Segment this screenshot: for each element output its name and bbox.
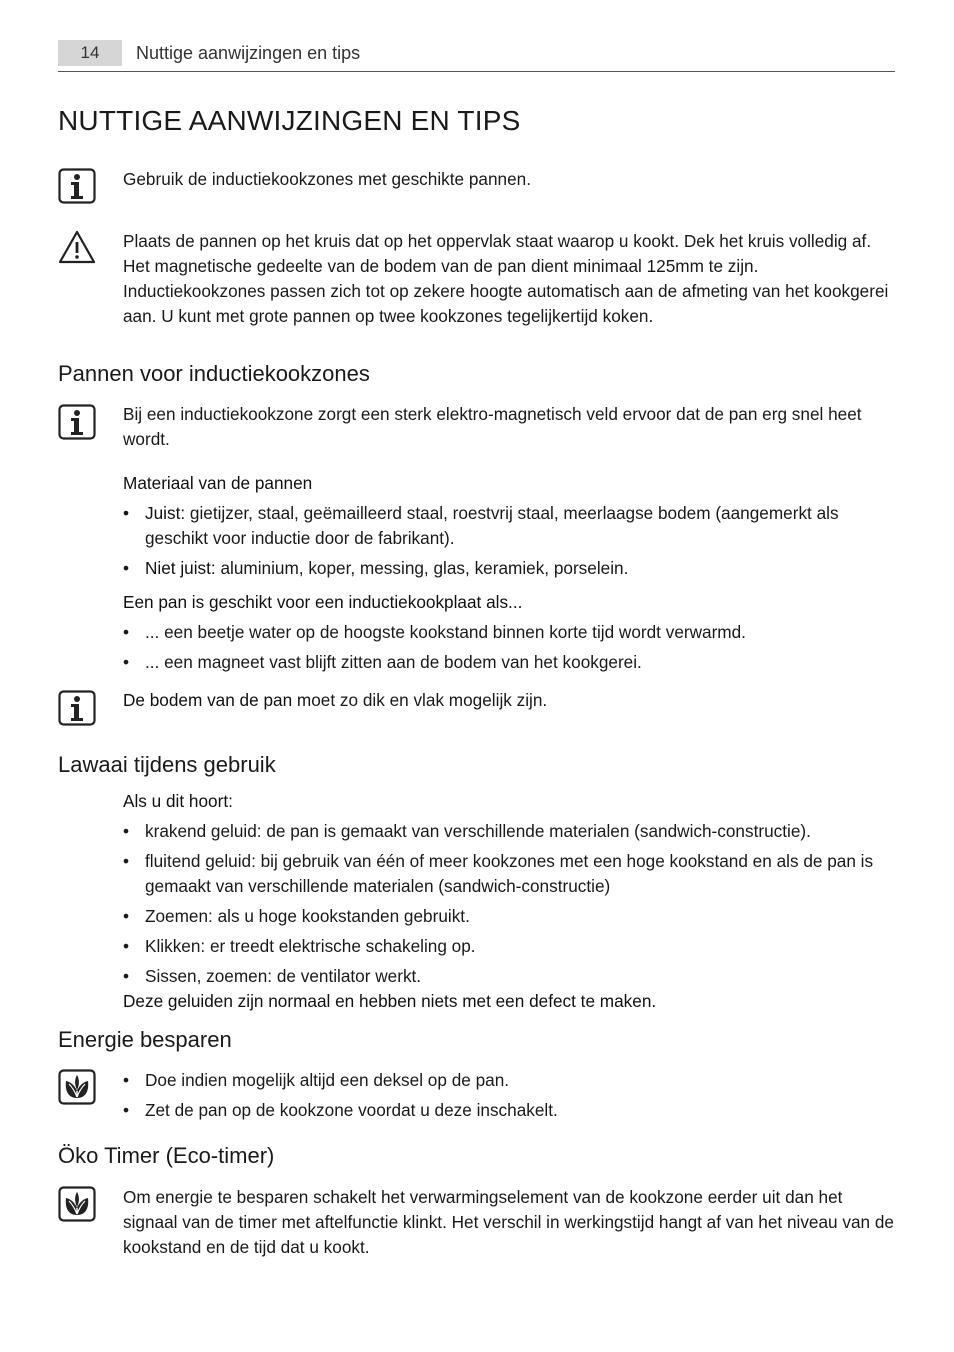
list-item-text: Sissen, zoemen: de ventilator werkt. <box>145 966 422 986</box>
bottom-info <box>123 688 898 713</box>
section-heading-noise: Lawaai tijdens gebruik <box>58 752 276 777</box>
good-text: gietijzer, staal, geëmailleerd staal, roestvrij staal, meerlaagse bodem (aangemerkt als geschikt voor inductie door de fabrikant). <box>145 503 839 548</box>
info-icon <box>58 404 96 440</box>
bullet: • <box>123 936 130 956</box>
list-item-text: Zet de pan op de kookzone voordat u deze inschakelt. <box>145 1100 558 1120</box>
bullet: • <box>123 652 130 672</box>
page-number: 14 <box>58 40 122 66</box>
list-item <box>123 556 898 581</box>
section-heading-pannen: Pannen voor inductiekookzones <box>58 361 370 386</box>
running-title: Nuttige aanwijzingen en tips <box>136 43 361 63</box>
bullet: • <box>123 906 130 926</box>
warning-icon <box>58 229 96 265</box>
bottom-text: moet zo dik en vlak mogelijk zijn. <box>292 690 548 710</box>
suitable-heading: Een pan is geschikt voor een inductiekookplaat als... <box>123 592 523 612</box>
bad-text: aluminium, koper, messing, glas, keramiek, porselein. <box>215 558 629 578</box>
bottom-label: De bodem van de pan <box>123 690 293 710</box>
noise-lead: Als u dit hoort: <box>123 791 233 811</box>
warning-text: Plaats de pannen op het kruis dat op het oppervlak staat waarop u kookt. Dek het kruis volledig af. Het magnetische gedeelte van de bodem van de pan dient minimaal 125mm te zijn. Inductiekookzones passen zich tot op zekere hoogte automatisch aan de afmeting van het kookgerei aan. U kunt met grote pannen op twee kookzones tegelijkertijd koken. <box>123 231 889 326</box>
list-item-text: fluitend geluid: bij gebruik van één of meer kookzones met een hoge kookstand en als de pan is gemaakt van verschillende materialen (sandwich-constructie) <box>145 851 874 896</box>
list-item-text: ... een magneet vast blijft zitten aan de bodem van het kookgerei. <box>145 652 642 672</box>
list-item-text: Doe indien mogelijk altijd een deksel op de pan. <box>145 1070 510 1090</box>
page-title: NUTTIGE AANWIJZINGEN EN TIPS <box>58 105 521 136</box>
pannen-info-text: Bij een inductiekookzone zorgt een sterk elektro-magnetisch veld ervoor dat de pan erg snel heet wordt. <box>123 404 862 449</box>
eco-text: Om energie te besparen schakelt het verwarmingselement van de kookzone eerder uit dan het signaal van de timer met aftelfunctie klinkt. Het verschil in werkingstijd hangt af van het niveau van de kookstand en de tijd dat u kookt. <box>123 1187 894 1257</box>
eco-leaf-icon <box>58 1069 96 1105</box>
bullet: • <box>123 966 130 986</box>
list-item <box>123 1098 898 1123</box>
bullet: • <box>123 851 130 871</box>
bullet: • <box>123 622 130 642</box>
list-item <box>123 849 898 899</box>
list-item <box>123 934 898 959</box>
header-rule <box>58 71 895 72</box>
list-item <box>123 1068 898 1093</box>
bullet: • <box>123 558 130 578</box>
eco-leaf-icon <box>58 1186 96 1222</box>
list-item <box>123 819 898 844</box>
list-item <box>123 501 898 551</box>
list-item <box>123 904 898 929</box>
section-heading-eco: Öko Timer (Eco-timer) <box>58 1143 275 1168</box>
list-item <box>123 620 898 645</box>
material-heading: Materiaal van de pannen <box>123 473 313 493</box>
bullet: • <box>123 1100 130 1120</box>
list-item-text: Zoemen: als u hoge kookstanden gebruikt. <box>145 906 470 926</box>
list-item-text: Klikken: er treedt elektrische schakeling op. <box>145 936 476 956</box>
bullet: • <box>123 821 130 841</box>
noise-closing: Deze geluiden zijn normaal en hebben niets met een defect te maken. <box>123 991 657 1011</box>
list-item-text: krakend geluid: de pan is gemaakt van verschillende materialen (sandwich-constructie). <box>145 821 811 841</box>
list-item-text: ... een beetje water op de hoogste kookstand binnen korte tijd wordt verwarmd. <box>145 622 746 642</box>
bullet: • <box>123 1070 130 1090</box>
good-label: Juist: <box>145 503 186 523</box>
bullet: • <box>123 503 130 523</box>
list-item <box>123 964 898 989</box>
info-icon <box>58 690 96 726</box>
intro-info-text: Gebruik de inductiekookzones met geschikte pannen. <box>123 169 531 189</box>
section-heading-energy: Energie besparen <box>58 1027 232 1052</box>
bad-label: Niet juist: <box>145 558 216 578</box>
info-icon <box>58 168 96 204</box>
list-item <box>123 650 898 675</box>
